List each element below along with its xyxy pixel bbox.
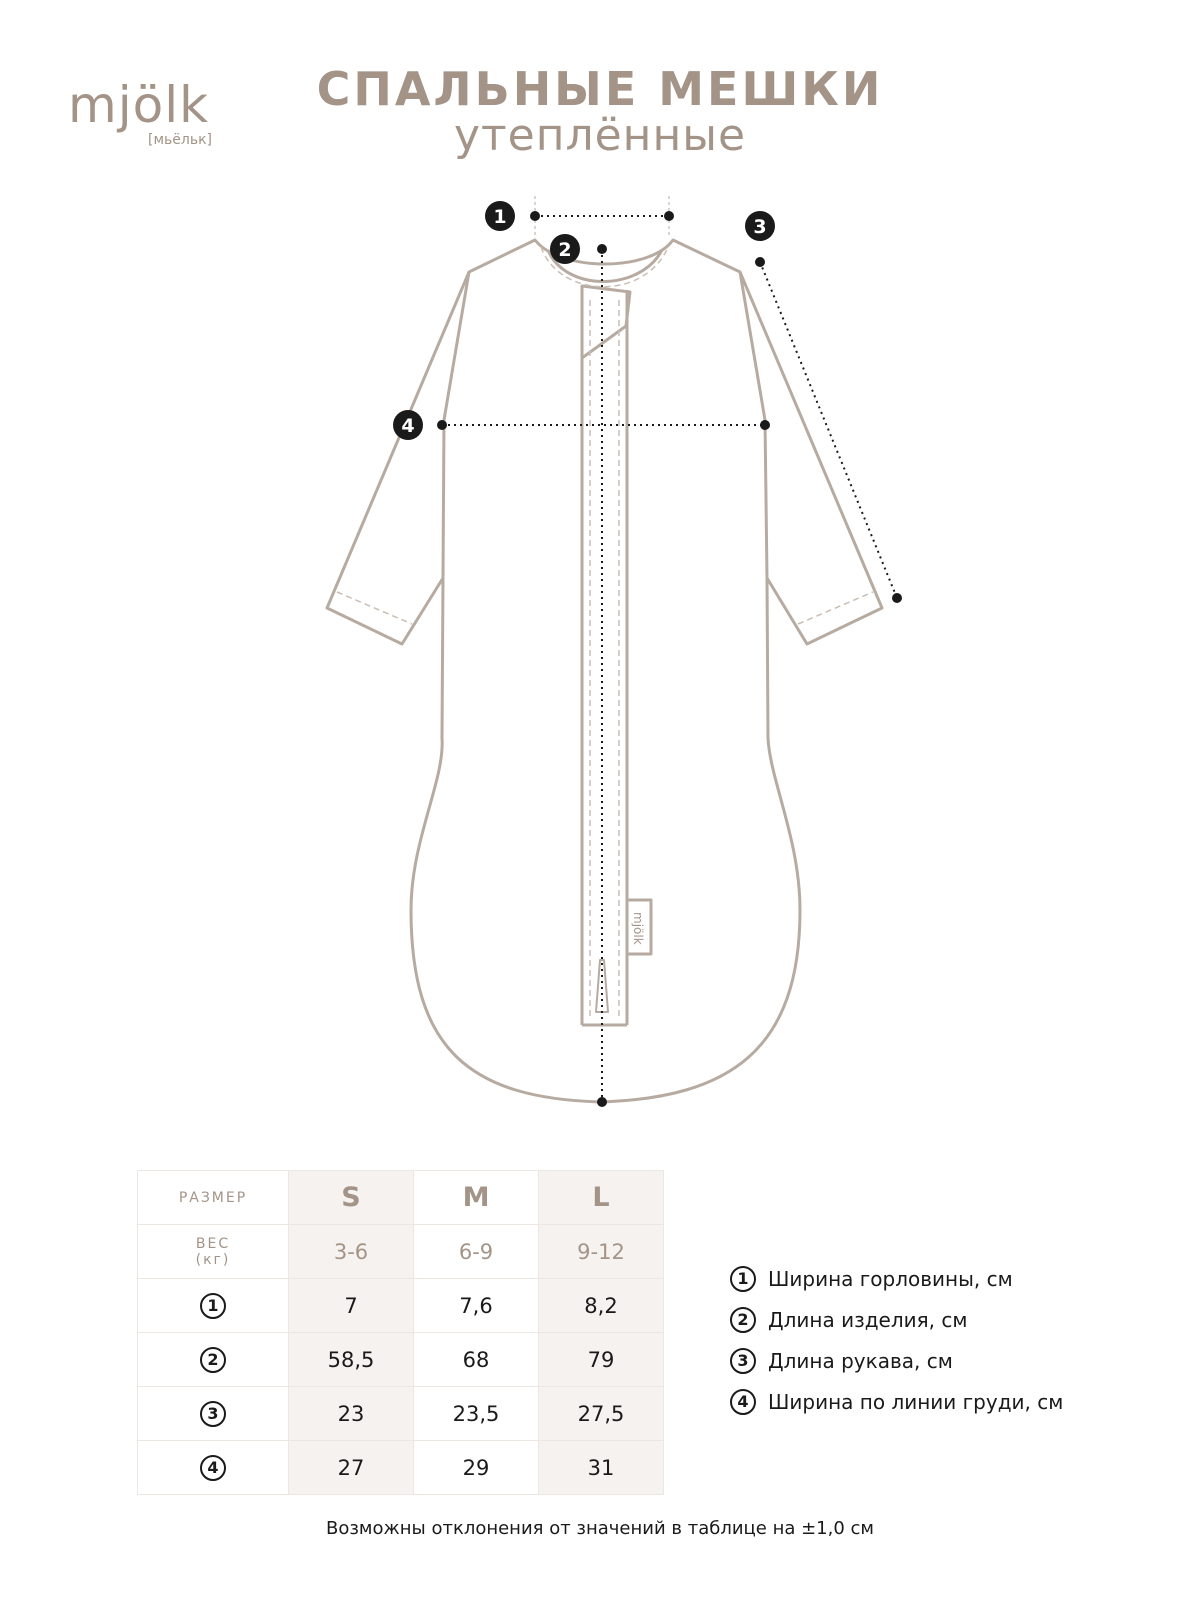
- size-label: РАЗМЕР: [138, 1171, 289, 1225]
- table-row: [138, 1387, 664, 1441]
- weight-label-line2: (кг): [195, 1251, 231, 1268]
- marker-badge: 2: [730, 1307, 756, 1333]
- marker-badge: 4: [730, 1389, 756, 1415]
- row-marker: [138, 1333, 289, 1387]
- marker-1: [485, 201, 515, 231]
- marker-badge: 3: [200, 1401, 226, 1427]
- table-row: [138, 1171, 664, 1225]
- weight-cell: 6-9: [414, 1225, 539, 1279]
- table-cell: 27: [289, 1441, 414, 1495]
- size-table: [137, 1170, 664, 1495]
- size-header-m: M: [414, 1171, 539, 1225]
- tolerance-note: Возможны отклонения от значений в таблице на ±1,0 см: [326, 1518, 874, 1539]
- table-row: [138, 1441, 664, 1495]
- weight-label-line1: ВЕС: [195, 1235, 231, 1252]
- size-header-l: L: [539, 1171, 664, 1225]
- marker-badge: 2: [200, 1347, 226, 1373]
- zipper-pull: [596, 960, 608, 1012]
- row-marker: [138, 1279, 289, 1333]
- marker-2: [550, 234, 580, 264]
- table-cell: 23,5: [414, 1387, 539, 1441]
- weight-cell: 9-12: [539, 1225, 664, 1279]
- table-cell: 58,5: [289, 1333, 414, 1387]
- measure-line-3: [760, 262, 897, 598]
- marker-badge: 1: [200, 1293, 226, 1319]
- table-cell: 7: [289, 1279, 414, 1333]
- table-cell: 29: [414, 1441, 539, 1495]
- legend-text: Длина изделия, см: [768, 1307, 968, 1332]
- svg-text:2: 2: [558, 239, 572, 261]
- chin-guard: [582, 286, 630, 358]
- legend-text: Ширина по линии груди, см: [768, 1389, 1064, 1414]
- svg-text:4: 4: [401, 415, 415, 437]
- table-cell: 23: [289, 1387, 414, 1441]
- marker-3: [745, 211, 775, 241]
- legend-text: Длина рукава, см: [768, 1348, 953, 1373]
- weight-cell: 3-6: [289, 1225, 414, 1279]
- marker-badge: 1: [730, 1266, 756, 1292]
- table-cell: 8,2: [539, 1279, 664, 1333]
- table-row: [138, 1279, 664, 1333]
- table-cell: 7,6: [414, 1279, 539, 1333]
- page-title: СПАЛЬНЫЕ МЕШКИ: [316, 62, 884, 116]
- zip-placket: [582, 286, 627, 1025]
- page-subtitle: утеплённые: [453, 110, 747, 161]
- measurement-legend: [730, 1258, 1063, 1422]
- legend-text: Ширина горловины, см: [768, 1266, 1013, 1291]
- legend-item: [730, 1340, 1063, 1381]
- svg-text:3: 3: [753, 216, 767, 238]
- legend-item: [730, 1258, 1063, 1299]
- row-marker: [138, 1387, 289, 1441]
- table-row: [138, 1333, 664, 1387]
- svg-text:1: 1: [493, 206, 507, 228]
- table-cell: 79: [539, 1333, 664, 1387]
- weight-label: [138, 1225, 289, 1279]
- legend-item: [730, 1299, 1063, 1340]
- marker-4: [393, 410, 423, 440]
- logo-transcription: [мьёльк]: [148, 132, 213, 148]
- brand-tag-text: mjölk: [631, 912, 645, 945]
- marker-badge: 4: [200, 1455, 226, 1481]
- table-cell: 27,5: [539, 1387, 664, 1441]
- legend-item: [730, 1381, 1063, 1422]
- size-header-s: S: [289, 1171, 414, 1225]
- table-row: [138, 1225, 664, 1279]
- table-cell: 68: [414, 1333, 539, 1387]
- row-marker: [138, 1441, 289, 1495]
- table-cell: 31: [539, 1441, 664, 1495]
- marker-badge: 3: [730, 1348, 756, 1374]
- logo-wordmark: mjölk: [68, 76, 210, 134]
